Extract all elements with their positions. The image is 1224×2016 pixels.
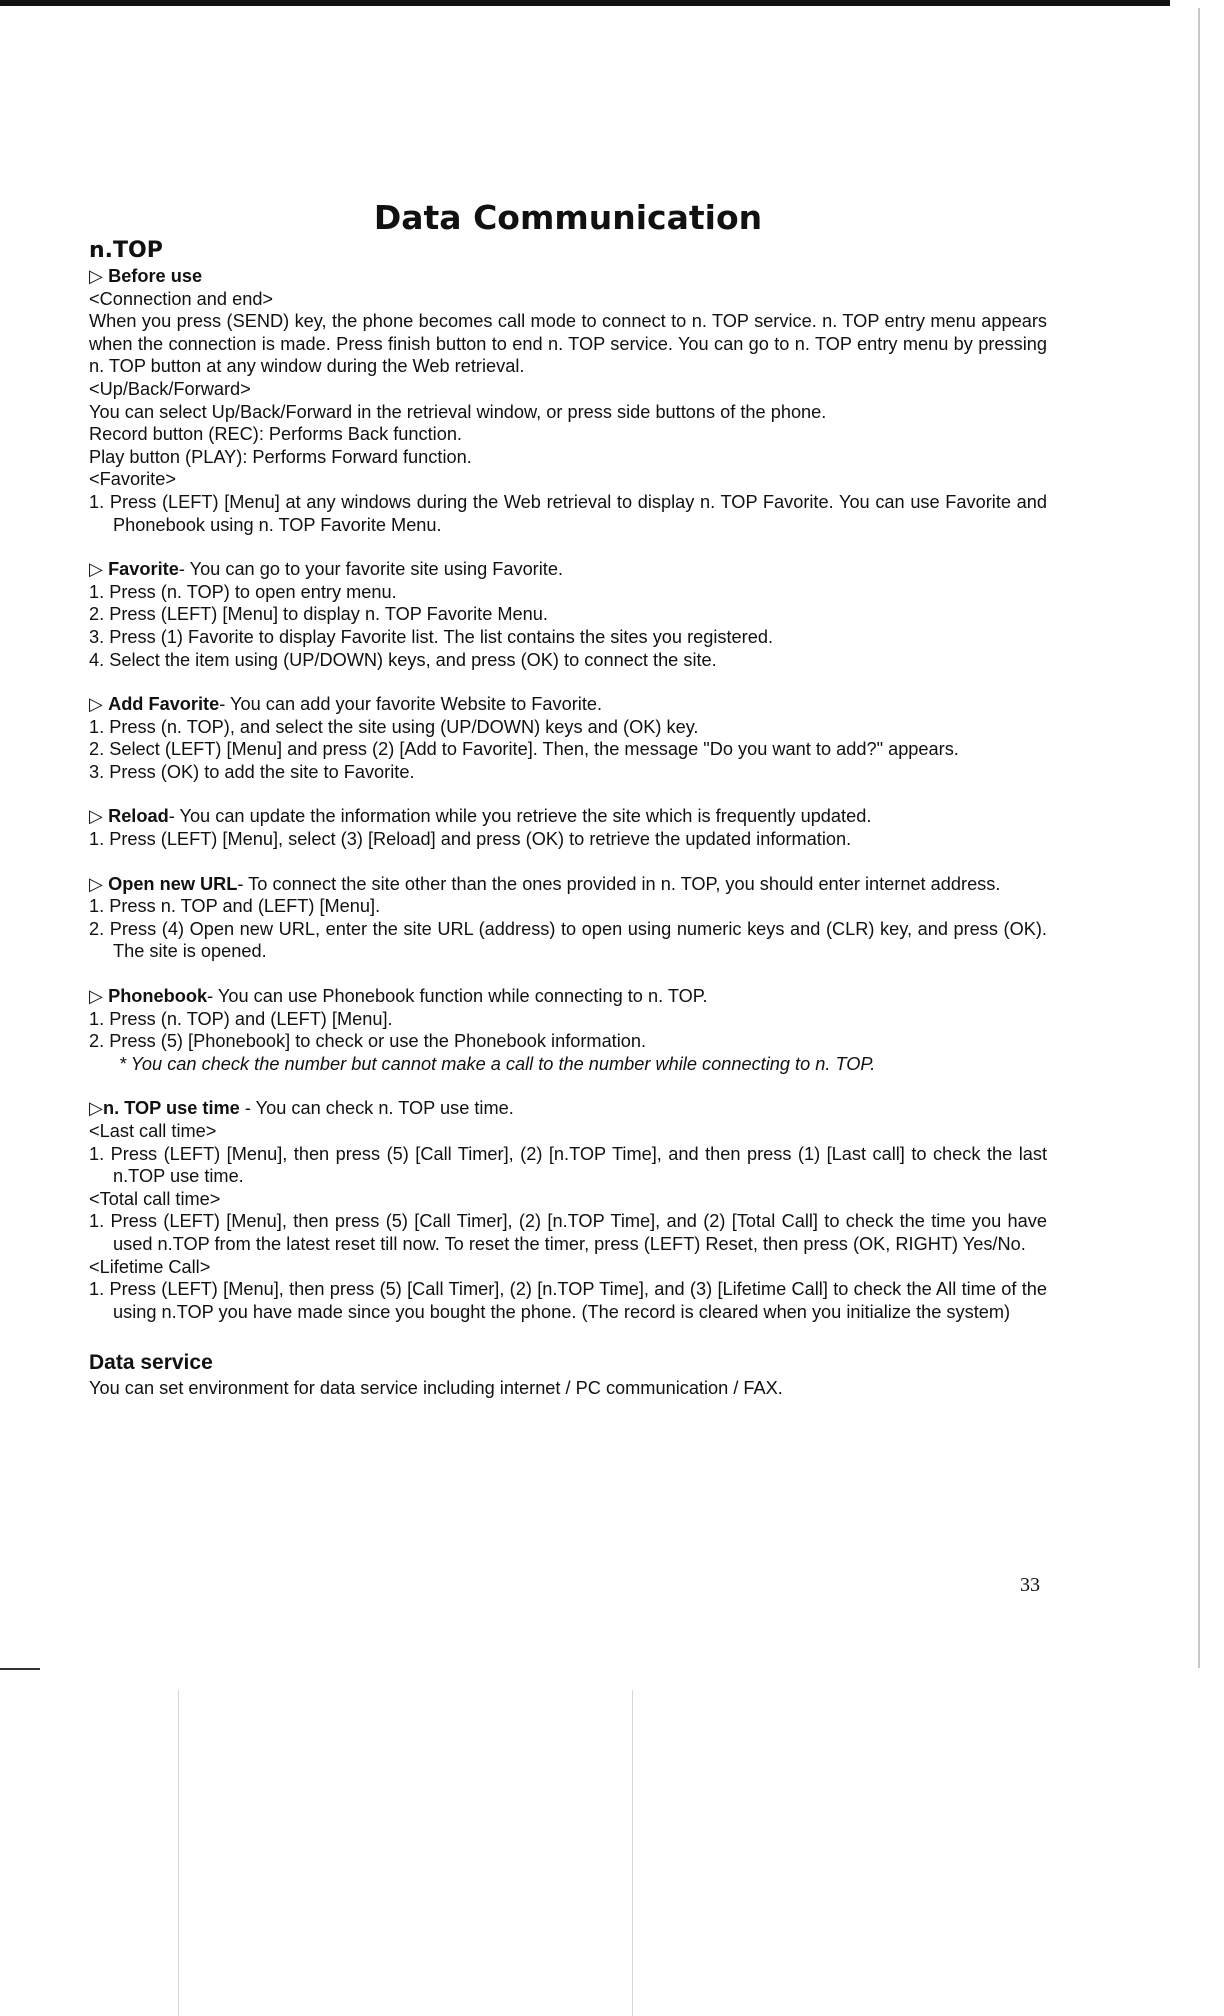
tag-last-call: <Last call time>	[89, 1121, 217, 1141]
list-item: 1. Press (n. TOP), and select the site using (UP/DOWN) keys and (OK) key.	[89, 716, 699, 737]
note-phonebook: * You can check the number but cannot make a call to the number while connecting to n. TOP.	[119, 1053, 876, 1074]
left-margin-mark	[0, 1668, 40, 1670]
tag-navigation: <Up/Back/Forward>	[89, 378, 251, 399]
triangle-icon: ▷	[89, 559, 103, 580]
paragraph-play: Play button (PLAY): Performs Forward function.	[89, 446, 472, 467]
subheading-add-favorite: ▷ Add Favorite- You can add your favorite Website to Favorite.	[89, 694, 603, 715]
list-item: 3. Press (1) Favorite to display Favorite list. The list contains the sites you registered.	[89, 626, 774, 647]
subheading-use-time: ▷n. TOP use time - You can check n. TOP use time.	[89, 1098, 514, 1119]
paragraph-connection: When you press (SEND) key, the phone becomes call mode to connect to n. TOP service. n. TOP entry menu appears when the connection is made. Press finish button to end n. TOP service. You can go to n. TOP entry menu by pressing n. TOP button at any window during the Web retrieval.	[89, 311, 1047, 377]
paragraph-data-service: You can set environment for data service including internet / PC communication / FAX.	[89, 1378, 783, 1399]
list-item: 2. Press (4) Open new URL, enter the site URL (address) to open using numeric keys and (CLR) key, and press (OK). The site is opened.	[89, 918, 1047, 962]
tag-connection: <Connection and end>	[89, 288, 274, 309]
triangle-icon: ▷	[89, 873, 103, 894]
step-total-call: 1. Press (LEFT) [Menu], then press (5) [Call Timer], (2) [n.TOP Time], and (2) [Total Call] to check the time you have used n.TOP from the latest reset till now. To reset the timer, press (LEFT) Reset, then press (OK, RIGHT) Yes/No.	[89, 1211, 1047, 1254]
list-item: 1. Press (LEFT) [Menu], select (3) [Reload] and press (OK) to retrieve the updated information.	[89, 829, 852, 850]
list-item: 2. Select (LEFT) [Menu] and press (2) [Add to Favorite]. Then, the message "Do you want to add?" appears.	[89, 739, 959, 760]
column-line	[178, 1690, 179, 2016]
triangle-icon: ▷	[89, 806, 103, 827]
tag-total-call: <Total call time>	[89, 1188, 221, 1209]
list-item: 2. Press (5) [Phonebook] to check or use the Phonebook information.	[89, 1031, 647, 1052]
list-item: 3. Press (OK) to add the site to Favorite.	[89, 761, 415, 782]
triangle-icon: ▷	[89, 1098, 103, 1119]
subheading-open-url: ▷ Open new URL- To connect the site other than the ones provided in n. TOP, you should enter internet address.	[89, 873, 1001, 894]
tag-lifetime-call: <Lifetime Call>	[89, 1256, 211, 1277]
paragraph-record: Record button (REC): Performs Back function.	[89, 424, 462, 445]
list-item: 1. Press (n. TOP) and (LEFT) [Menu].	[89, 1008, 393, 1029]
subheading-favorite: ▷ Favorite- You can go to your favorite site using Favorite.	[89, 559, 564, 580]
list-item: 1. Press (n. TOP) to open entry menu.	[89, 581, 397, 602]
triangle-icon: ▷	[89, 986, 103, 1007]
right-edge	[1198, 8, 1200, 1668]
step-last-call: 1. Press (LEFT) [Menu], then press (5) [Call Timer], (2) [n.TOP Time], and then press (1) [Last call] to check the last n.TOP use time.	[89, 1143, 1047, 1187]
subheading-before-use: ▷ Before use	[89, 266, 203, 286]
page-number: 33	[1020, 1574, 1040, 1596]
list-item: 1. Press n. TOP and (LEFT) [Menu].	[89, 896, 381, 917]
list-item: 2. Press (LEFT) [Menu] to display n. TOP Favorite Menu.	[89, 604, 548, 625]
subheading-phonebook: ▷ Phonebook- You can use Phonebook function while connecting to n. TOP.	[89, 986, 708, 1007]
section-heading-ntop: n.TOP	[89, 238, 163, 263]
page-title: Data Communication	[373, 198, 763, 237]
triangle-icon: ▷	[89, 266, 103, 286]
column-line	[632, 1690, 633, 2016]
step-lifetime-call: 1. Press (LEFT) [Menu], then press (5) [Call Timer], (2) [n.TOP Time], and (3) [Lifetime Call] to check the All time of the using n.TOP you have made since you bought the phone. (The record is cleared when you initialize the system)	[89, 1279, 1047, 1322]
step-favorite: 1. Press (LEFT) [Menu] at any windows during the Web retrieval to display n. TOP Favorite. You can use Favorite and Phonebook using n. TOP Favorite Menu.	[89, 491, 1047, 535]
triangle-icon: ▷	[89, 694, 103, 715]
section-heading-data-service: Data service	[89, 1351, 213, 1375]
paragraph-navigation: You can select Up/Back/Forward in the retrieval window, or press side buttons of the phone.	[89, 401, 827, 422]
subheading-reload: ▷ Reload- You can update the information while you retrieve the site which is frequently updated.	[89, 806, 872, 827]
top-border	[0, 0, 1170, 6]
tag-favorite: <Favorite>	[89, 469, 176, 490]
page-content	[89, 237, 1047, 1400]
list-item: 4. Select the item using (UP/DOWN) keys, and press (OK) to connect the site.	[89, 649, 717, 670]
